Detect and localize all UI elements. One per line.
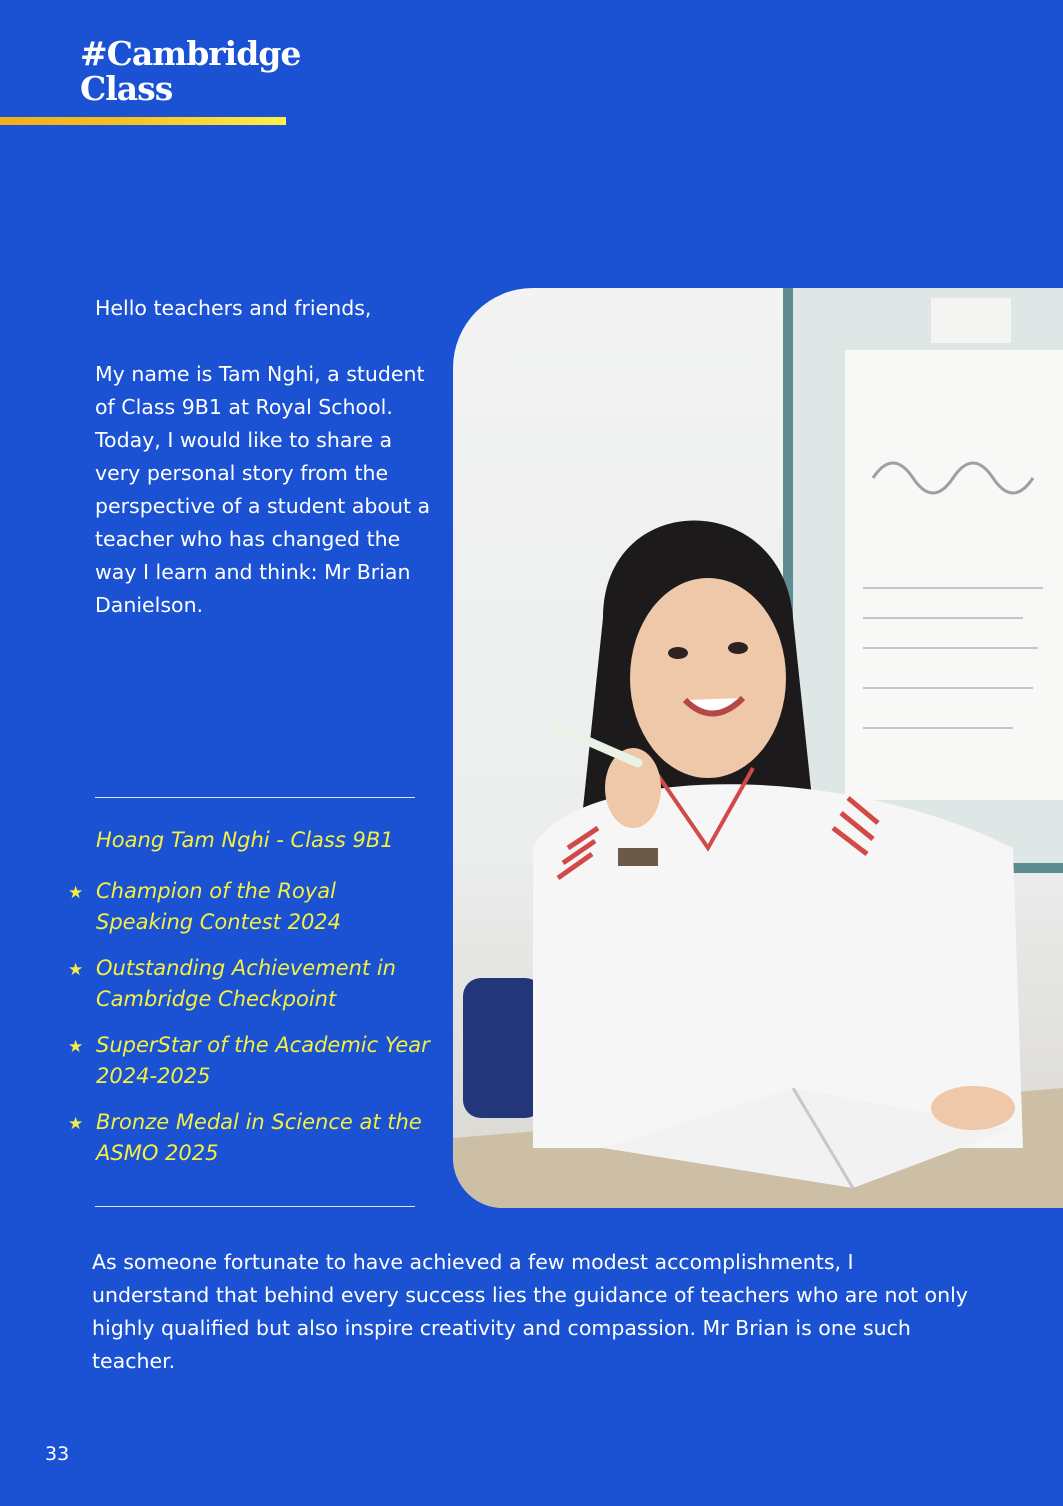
intro-text <box>95 292 435 655</box>
star-icon: ★ <box>68 1037 84 1057</box>
student-photo <box>453 288 1063 1208</box>
star-icon: ★ <box>68 883 84 903</box>
section-tag-line2: Class <box>80 69 173 108</box>
divider-bottom <box>95 1206 415 1207</box>
chair <box>463 978 543 1118</box>
star-icon: ★ <box>68 1114 84 1134</box>
achievement-text: Bronze Medal in Science at the ASMO 2025 <box>96 1110 422 1165</box>
achievement-text: Champion of the Royal Speaking Contest 2024 <box>96 879 342 934</box>
section-tag-line1: #Cambridge <box>80 34 301 73</box>
intro-paragraph: My name is Tam Nghi, a student of Class 9B1 at Royal School. Today, I would like to share a very personal story from the perspective of a student about a teacher who has changed the way I learn and think: Mr Brian Danielson. <box>95 362 431 617</box>
star-icon: ★ <box>68 960 84 980</box>
achievement-text: SuperStar of the Academic Year 2024-2025 <box>96 1033 430 1088</box>
achievement-text: Outstanding Achievement in Cambridge Checkpoint <box>96 956 396 1011</box>
page-number: 33 <box>45 1443 70 1465</box>
student-photo-illustration <box>453 288 1063 1208</box>
achievement-item <box>68 953 438 1015</box>
divider-top <box>95 797 415 798</box>
achievement-item <box>68 1030 438 1092</box>
face <box>630 578 786 778</box>
wall-poster <box>845 350 1063 800</box>
greeting: Hello teachers and friends, <box>95 296 372 320</box>
section-tag-underline <box>0 117 286 125</box>
achievement-list <box>68 876 438 1184</box>
achievement-item <box>68 876 438 938</box>
closing-paragraph: As someone fortunate to have achieved a few modest accomplishments, I understand that behind every success lies the guidance of teachers who are not only highly qualified but also inspire creativity and compassion. Mr Brian is one such teacher. <box>92 1250 968 1373</box>
profile-name: Hoang Tam Nghi - Class 9B1 <box>96 828 394 852</box>
section-tag <box>80 36 300 106</box>
achievement-item <box>68 1107 438 1169</box>
